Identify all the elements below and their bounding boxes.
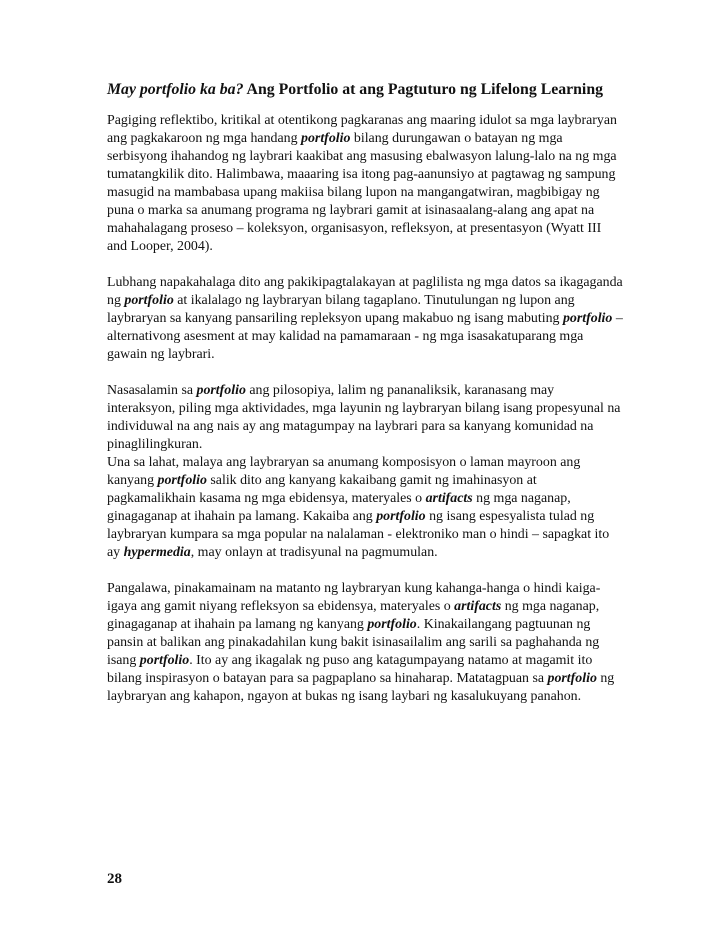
paragraph-text: Una sa lahat, malaya ang laybraryan sa anumang komposisyon o laman mayroon ang kanyang [107,455,581,488]
emphasis-term: portfolio [562,311,613,326]
emphasis-term: artifacts [454,599,502,614]
article-title [107,80,624,100]
paragraph-text: Nasasalamin sa [107,383,197,398]
paragraph-text: Pangalawa, pinakamainam na matanto ng laybraryan kung kahanga-hanga o hindi kaiga-igaya ang gamit niyang refleksyon sa ebidensya, materyales o [107,581,601,614]
paragraph-text: . Kinakailangang pagtuunan ng pansin at balikan ang pinakadahilan kung bakit isinasailalim ang sarili sa paghahanda ng isang [107,617,600,668]
emphasis-term: portfolio [301,131,351,146]
paragraph-text: ng mga naganap, ginagaganap at ihahain pa lamang. Kakaiba ang [107,491,571,524]
emphasis-term: portfolio [376,509,426,524]
emphasis-term: portfolio [196,383,246,398]
paragraph-text: at ikalalago ng laybraryan bilang tagaplano. Tinutulungan ng lupon ang laybraryan sa kanyang pansariling repleksyon upang makabuo ng isang mabuting [107,293,575,326]
page-number: 28 [107,871,122,887]
title-main: Ang Portfolio at ang Pagtuturo ng Lifelong Learning [246,81,604,98]
emphasis-term: portfolio [367,617,417,632]
paragraph-3 [107,382,624,454]
paragraph-text: salik dito ang kanyang kakaibang gamit ng imahinasyon at pagkamalikhain kasama ng mga ebidensya, materyales o [107,473,537,506]
paragraph-text: . Ito ay ang ikagalak ng puso ang katagumpayang natamo at magamit ito bilang inspirasyon o batayan para sa pagpaplano sa hinaharap. Matatagpuan sa [107,653,593,686]
emphasis-term: artifacts [425,491,473,506]
paragraph-text: bilang durungawan o batayan ng mga serbisyong ihahandog ng laybrari kaakibat ang masusing ebalwasyon lalung-lalo na ng mga tumatangkilik dito. Halimbawa, maaaring isa itong pag-aanunsiyo at pagtawag ng sampung masugid na mambabasa upang makiisa bilang lupon na mangangatwiran, magbibigay ng puna o marka sa anumang programa ng laybrari gamit at isinasaalang-alang ang apat na mahahalagang proseso – koleksyon, organisasyon, refleksyon, at presentasyon (Wyatt III and Looper, 2004). [107,131,617,254]
paragraph-5 [107,580,624,706]
emphasis-term: portfolio [124,293,174,308]
paragraph-text: ng isang espesyalista tulad ng laybraryan kumpara sa mga popular na nalalaman - elektroniko man o hindi – sapagkat ito ay [107,509,610,560]
emphasis-term: portfolio [139,653,190,668]
paragraph-text: Pagiging reflektibo, kritikal at otentikong pagkaranas ang maaring idulot sa mga laybraryan ang pagkakaroon ng mga handang [107,113,617,146]
title-question: May portfolio ka ba? [107,81,244,98]
emphasis-term: portfolio [547,671,597,686]
paragraph-1 [107,112,624,256]
paragraph-text: ang pilosopiya, lalim ng pananaliksik, karanasang may interaksyon, piling mga aktividades, mga layunin ng laybraryan bilang isang propesyunal na individuwal na ang nais ay ang matagumpay na laybrari para sa kanyang komunidad na pinaglilingkuran. [107,383,621,452]
emphasis-term: hypermedia [123,545,191,560]
paragraph-text: Lubhang napakahalaga dito ang pakikipagtalakayan at paglilista ng mga datos sa ikagaganda ng [107,275,623,308]
page-content [107,80,624,706]
paragraph-4 [107,454,624,562]
emphasis-term: portfolio [157,473,207,488]
paragraph-text: – alternativong asesment at may kalidad na pamamaraan - ng mga isasakatuparang mga gawain ng laybrari. [107,311,623,362]
paragraph-text: ng laybraryan ang kahapon, ngayon at bukas ng isang laybari ng kasalukuyang panahon. [107,671,615,704]
paragraph-2 [107,274,624,364]
paragraph-text: , may onlayn at tradisyunal na pagmumulan. [190,545,438,560]
paragraph-text: ng mga naganap, ginagaganap at ihahain pa lamang ng kanyang [107,599,600,632]
